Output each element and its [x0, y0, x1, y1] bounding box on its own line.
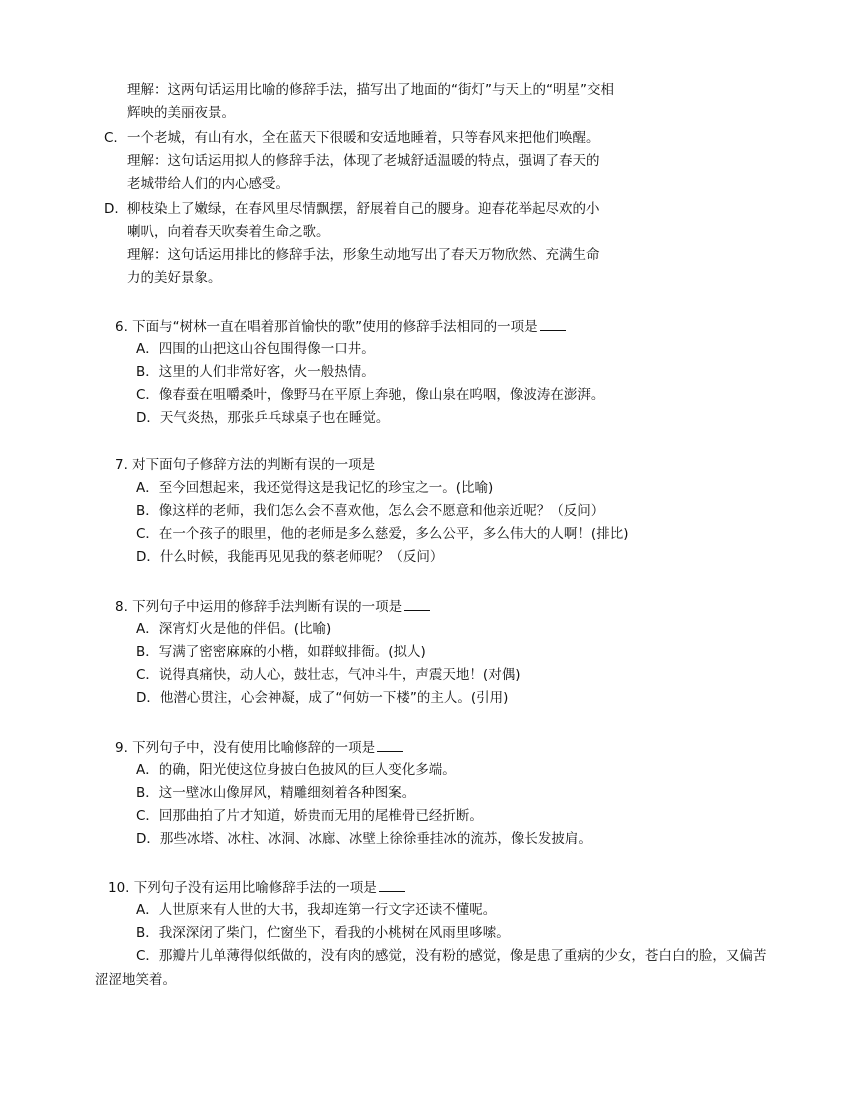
option-d-explanation-line-2: 力的美好景象。: [127, 270, 222, 286]
option-d-sentence-line-2: 喇叭，向着春天吹奏着生命之歌。: [127, 224, 330, 240]
question-9-option-c: C．回那曲拍了片才知道，娇贵而无用的尾椎骨已经折断。: [136, 808, 483, 824]
question-6-option-b: B．这里的人们非常好客，火一般热情。: [136, 364, 375, 380]
question-7-option-b: B．像这样的老师，我们怎么会不喜欢他，怎么会不愿意和他亲近呢？（反问）: [136, 503, 605, 519]
question-6-option-a: A．四围的山把这山谷包围得像一口井。: [136, 341, 375, 357]
question-7-option-c: C．在一个孩子的眼里，他的老师是多么慈爱，多么公平，多么伟大的人啊！(排比): [136, 526, 629, 542]
question-6-option-d: D．天气炎热，那张乒乓球桌子也在睡觉。: [136, 410, 390, 426]
question-8-option-a: A．深宵灯火是他的伴侣。(比喻): [136, 621, 332, 637]
question-7-option-d: D．什么时候，我能再见见我的蔡老师呢？（反问）: [136, 549, 444, 565]
question-7-option-a: A．至今回想起来，我还觉得这是我记忆的珍宝之一。(比喻): [136, 480, 494, 496]
option-d-label: D.: [104, 201, 119, 217]
option-b-explanation-line-2: 辉映的美丽夜景。: [127, 105, 235, 121]
option-c-sentence: 一个老城，有山有水，全在蓝天下很暖和安适地睡着，只等春风来把他们唤醒。: [127, 130, 600, 146]
question-8-stem: 8. 下列句子中运用的修辞手法判断有误的一项是: [115, 596, 430, 617]
option-d-explanation-line-1: 理解：这句话运用排比的修辞手法，形象生动地写出了春天万物欣然、充满生命: [127, 247, 600, 263]
question-9-option-d: D．那些冰塔、冰柱、冰洞、冰廊、冰壁上徐徐垂挂冰的流苏，像长发披肩。: [136, 831, 592, 847]
question-8-option-c: C．说得真痛快，动人心，鼓壮志，气冲斗牛，声震天地！(对偶): [136, 667, 521, 683]
question-9-stem: 9. 下列句子中，没有使用比喻修辞的一项是: [115, 737, 403, 758]
question-10-option-c: C．那瓣片儿单薄得似纸做的，没有肉的感觉，没有粉的感觉，像是患了重病的少女，苍白白的脸，又偏苦涩涩地笑着。: [95, 948, 767, 988]
question-7-stem: 7. 对下面句子修辞方法的判断有误的一项是: [115, 457, 376, 473]
question-6-option-c: C．像春蚕在咀嚼桑叶，像野马在平原上奔驰，像山泉在呜咽，像波涛在澎湃。: [136, 387, 605, 403]
option-d-sentence-line-1: 柳枝染上了嫩绿，在春风里尽情飘摆，舒展着自己的腰身。迎春花举起尽欢的小: [127, 201, 600, 217]
question-10-option-b: B．我深深闭了柴门，伫窗坐下，看我的小桃树在风雨里哆嗦。: [136, 925, 510, 941]
option-c-explanation-line-1: 理解：这句话运用拟人的修辞手法，体现了老城舒适温暖的特点，强调了春天的: [127, 153, 600, 169]
answer-blank: [404, 596, 430, 611]
option-c-explanation-line-2: 老城带给人们的内心感受。: [127, 176, 289, 192]
question-9-option-b: B．这一壁冰山像屏风，精雕细刻着各种图案。: [136, 785, 416, 801]
option-c-label: C.: [104, 130, 118, 146]
question-10-option-a: A．人世原来有人世的大书，我却连第一行文字还读不懂呢。: [136, 902, 497, 918]
option-b-explanation-line-1: 理解：这两句话运用比喻的修辞手法，描写出了地面的“街灯”与天上的“明星”交相: [127, 82, 614, 98]
answer-blank: [379, 877, 405, 892]
question-9-option-a: A．的确，阳光使这位身披白色披风的巨人变化多端。: [136, 762, 456, 778]
answer-blank: [377, 737, 403, 752]
question-6-stem: 6. 下面与“树林一直在唱着那首愉快的歌”使用的修辞手法相同的一项是: [115, 316, 566, 337]
answer-blank: [540, 316, 566, 331]
question-8-option-d: D．他潜心贯注，心会神凝，成了“何妨一下楼”的主人。(引用): [136, 690, 509, 706]
question-8-option-b: B．写满了密密麻麻的小楷，如群蚁排衙。(拟人): [136, 644, 426, 660]
question-10-stem: 10. 下列句子没有运用比喻修辞手法的一项是: [108, 877, 405, 898]
